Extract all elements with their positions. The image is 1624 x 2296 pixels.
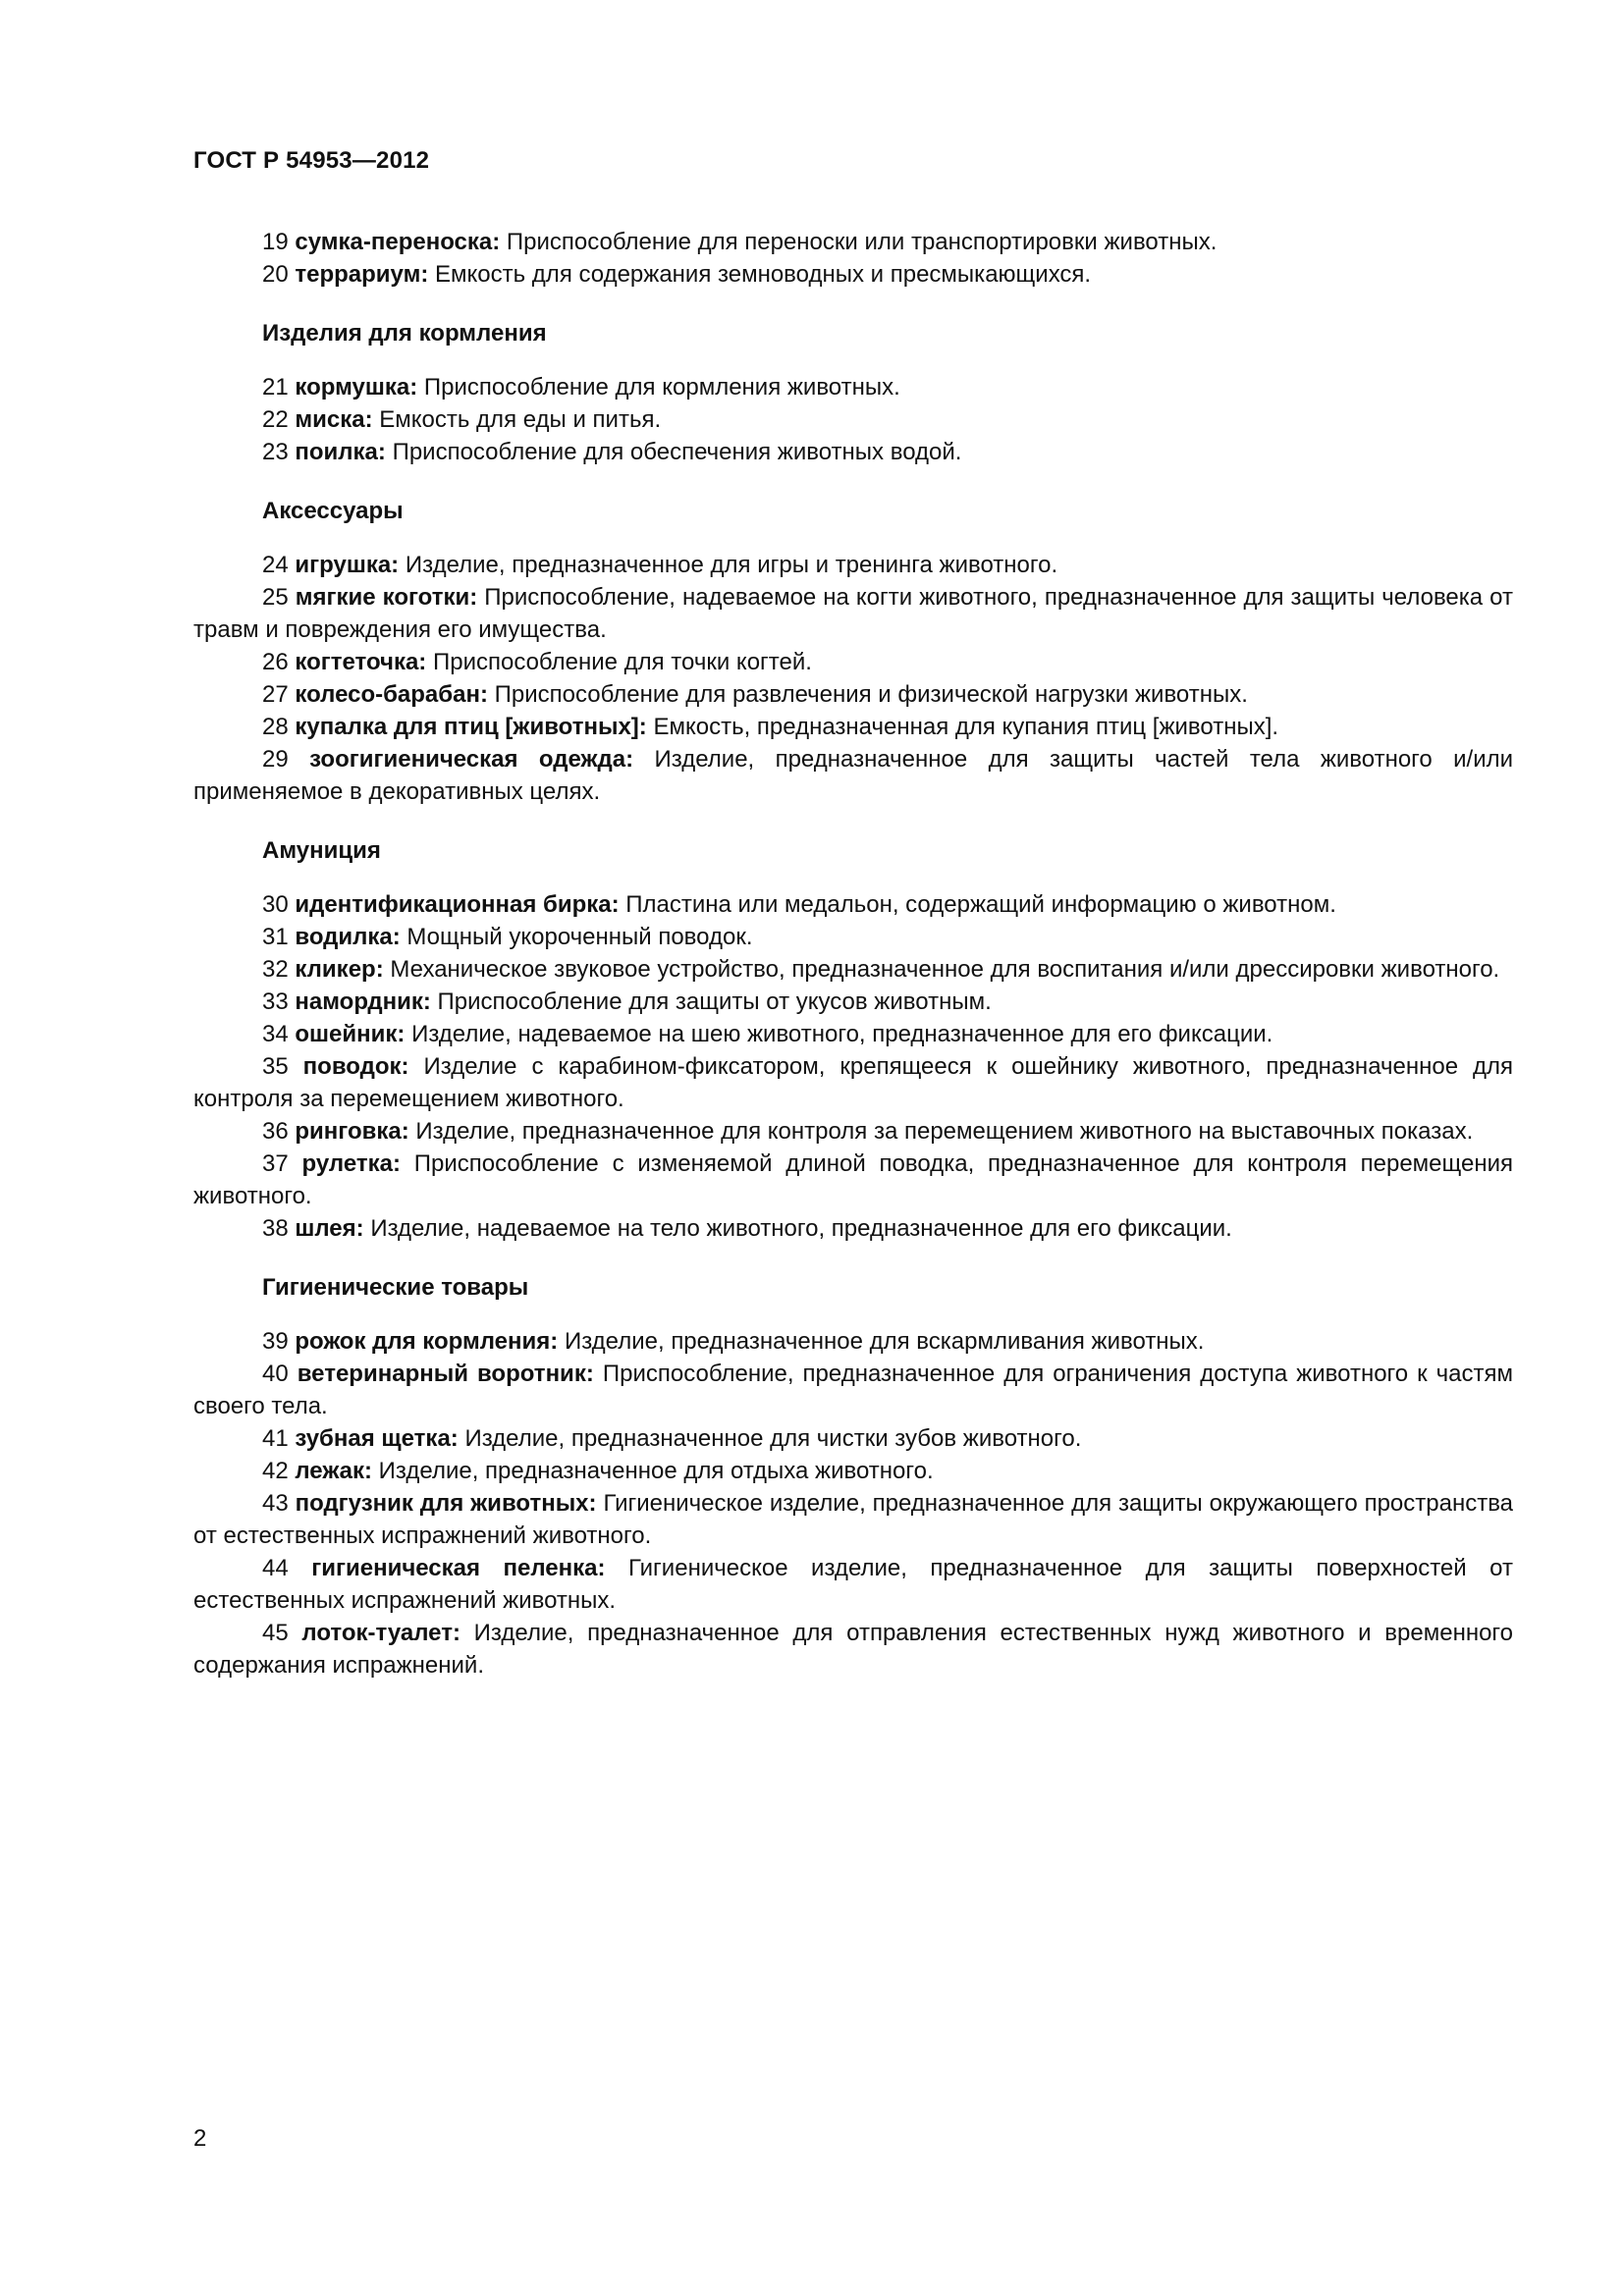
term-number: 41	[262, 1425, 289, 1452]
term-number: 45	[262, 1620, 289, 1646]
term-number: 44	[262, 1555, 289, 1581]
section-heading: Аксессуары	[262, 498, 404, 524]
section	[193, 495, 1513, 808]
term-name: ветеринарный воротник:	[297, 1361, 594, 1387]
term-entry	[193, 678, 1513, 711]
term-number: 39	[262, 1328, 289, 1355]
term-number: 19	[262, 229, 289, 255]
term-name: водилка:	[295, 924, 401, 950]
term-number: 26	[262, 649, 289, 675]
term-name: ринговка:	[295, 1118, 409, 1145]
term-entry	[193, 711, 1513, 743]
term-definition: Изделие, предназначенное для контроля за перемещением животного на выставочных показах.	[415, 1118, 1474, 1145]
term-definition: Приспособление для переноски или транспортировки животных.	[506, 229, 1218, 255]
term-definition: Приспособление, предназначенное для ограничения доступа животного к частям своего тела.	[193, 1361, 1514, 1419]
term-number: 36	[262, 1118, 289, 1145]
term-definition: Гигиеническое изделие, предназначенное для защиты поверхностей от естественных испражнений животных.	[193, 1555, 1513, 1614]
term-entry	[193, 1455, 1513, 1487]
term-definition: Механическое звуковое устройство, предназначенное для воспитания и/или дрессировки животного.	[390, 956, 1500, 983]
term-name: подгузник для животных:	[295, 1490, 597, 1517]
term-name: лоток-туалет:	[301, 1620, 460, 1646]
term-name: кормушка:	[295, 374, 418, 400]
term-entry	[193, 646, 1513, 678]
term-entry	[193, 1358, 1513, 1422]
term-name: колесо-барабан:	[295, 681, 488, 708]
term-name: террариум:	[295, 261, 429, 288]
term-definition: Изделие, предназначенное для отдыха животного.	[378, 1458, 934, 1484]
term-number: 37	[262, 1150, 289, 1177]
term-name: гигиеническая пеленка:	[311, 1555, 606, 1581]
term-entry	[193, 371, 1513, 403]
term-name: намордник:	[295, 988, 431, 1015]
term-entry	[193, 1422, 1513, 1455]
term-number: 43	[262, 1490, 289, 1517]
term-list	[193, 226, 1513, 1682]
term-number: 32	[262, 956, 289, 983]
term-name: ошейник:	[295, 1021, 406, 1047]
term-number: 23	[262, 439, 289, 465]
term-number: 24	[262, 552, 289, 578]
term-number: 38	[262, 1215, 289, 1242]
term-entry	[193, 921, 1513, 953]
term-definition: Изделие, предназначенное для игры и тренинга животного.	[405, 552, 1058, 578]
term-definition: Мощный укороченный поводок.	[406, 924, 753, 950]
term-entry	[193, 953, 1513, 986]
term-entry	[193, 888, 1513, 921]
term-definition: Приспособление для обеспечения животных водой.	[392, 439, 962, 465]
term-name: мягкие коготки:	[295, 584, 478, 611]
term-number: 27	[262, 681, 289, 708]
document-header: ГОСТ Р 54953—2012	[193, 147, 430, 174]
term-definition: Емкость для еды и питья.	[379, 406, 662, 433]
term-definition: Изделие, надеваемое на шею животного, предназначенное для его фиксации.	[411, 1021, 1273, 1047]
term-definition: Приспособление для точки когтей.	[432, 649, 812, 675]
term-definition: Емкость для содержания земноводных и пресмыкающихся.	[435, 261, 1092, 288]
section	[193, 226, 1513, 291]
section	[193, 1271, 1513, 1682]
term-entry	[193, 1487, 1513, 1552]
term-definition: Приспособление с изменяемой длиной поводка, предназначенное для контроля перемещения животного.	[193, 1150, 1513, 1209]
term-definition: Приспособление для защиты от укусов животным.	[437, 988, 992, 1015]
term-entry	[193, 1115, 1513, 1148]
section	[193, 317, 1513, 468]
term-name: поводок:	[302, 1053, 409, 1080]
term-definition: Изделие, надеваемое на тело животного, предназначенное для его фиксации.	[370, 1215, 1232, 1242]
term-entry	[193, 549, 1513, 581]
term-entry	[193, 436, 1513, 468]
term-entry	[193, 1617, 1513, 1682]
term-name: поилка:	[295, 439, 386, 465]
term-entry	[193, 226, 1513, 258]
term-entry	[193, 581, 1513, 646]
term-number: 20	[262, 261, 289, 288]
term-name: когтеточка:	[295, 649, 427, 675]
term-name: миска:	[295, 406, 373, 433]
term-entry	[193, 1050, 1513, 1115]
term-number: 29	[262, 746, 289, 773]
section-heading: Амуниция	[262, 837, 381, 864]
term-number: 42	[262, 1458, 289, 1484]
term-entry	[193, 1552, 1513, 1617]
term-definition: Емкость, предназначенная для купания птиц [животных].	[653, 714, 1279, 740]
term-name: шлея:	[295, 1215, 364, 1242]
term-entry	[193, 1018, 1513, 1050]
term-number: 30	[262, 891, 289, 918]
term-name: идентификационная бирка:	[295, 891, 620, 918]
term-name: зубная щетка:	[295, 1425, 459, 1452]
term-entry	[193, 1325, 1513, 1358]
term-name: лежак:	[295, 1458, 372, 1484]
term-number: 35	[262, 1053, 289, 1080]
term-definition: Приспособление, надеваемое на когти животного, предназначенное для защиты человека от травм и повреждения его имущества.	[193, 584, 1513, 643]
term-name: купалка для птиц [животных]:	[295, 714, 647, 740]
term-definition: Приспособление для развлечения и физической нагрузки животных.	[494, 681, 1248, 708]
section	[193, 834, 1513, 1245]
term-entry	[193, 743, 1513, 808]
term-entry	[193, 258, 1513, 291]
term-definition: Изделие, предназначенное для чистки зубов животного.	[464, 1425, 1082, 1452]
term-name: кликер:	[295, 956, 384, 983]
term-name: рожок для кормления:	[295, 1328, 559, 1355]
term-number: 28	[262, 714, 289, 740]
term-name: сумка-переноска:	[295, 229, 501, 255]
term-entry	[193, 1212, 1513, 1245]
term-name: рулетка:	[301, 1150, 401, 1177]
term-name: зоогигиеническая одежда:	[309, 746, 634, 773]
term-number: 40	[262, 1361, 289, 1387]
term-number: 25	[262, 584, 289, 611]
term-definition: Пластина или медальон, содержащий информацию о животном.	[625, 891, 1336, 918]
term-definition: Гигиеническое изделие, предназначенное для защиты окружающего пространства от естественных испражнений животного.	[193, 1490, 1514, 1549]
term-definition: Изделие с карабином-фиксатором, крепящееся к ошейнику животного, предназначенное для контроля за перемещением животного.	[193, 1053, 1514, 1112]
term-definition: Приспособление для кормления животных.	[423, 374, 900, 400]
section-heading: Гигиенические товары	[262, 1274, 529, 1301]
term-number: 31	[262, 924, 289, 950]
section-heading: Изделия для кормления	[262, 320, 547, 347]
term-name: игрушка:	[295, 552, 400, 578]
term-number: 21	[262, 374, 289, 400]
page-number: 2	[193, 2125, 207, 2152]
term-definition: Изделие, предназначенное для вскармливания животных.	[564, 1328, 1205, 1355]
term-number: 34	[262, 1021, 289, 1047]
term-entry	[193, 1148, 1513, 1212]
term-number: 22	[262, 406, 289, 433]
term-entry	[193, 403, 1513, 436]
term-entry	[193, 986, 1513, 1018]
term-definition: Изделие, предназначенное для защиты частей тела животного и/или применяемое в декоративных целях.	[193, 746, 1514, 805]
term-number: 33	[262, 988, 289, 1015]
term-definition: Изделие, предназначенное для отправления естественных нужд животного и временного содержания испражнений.	[193, 1620, 1514, 1679]
